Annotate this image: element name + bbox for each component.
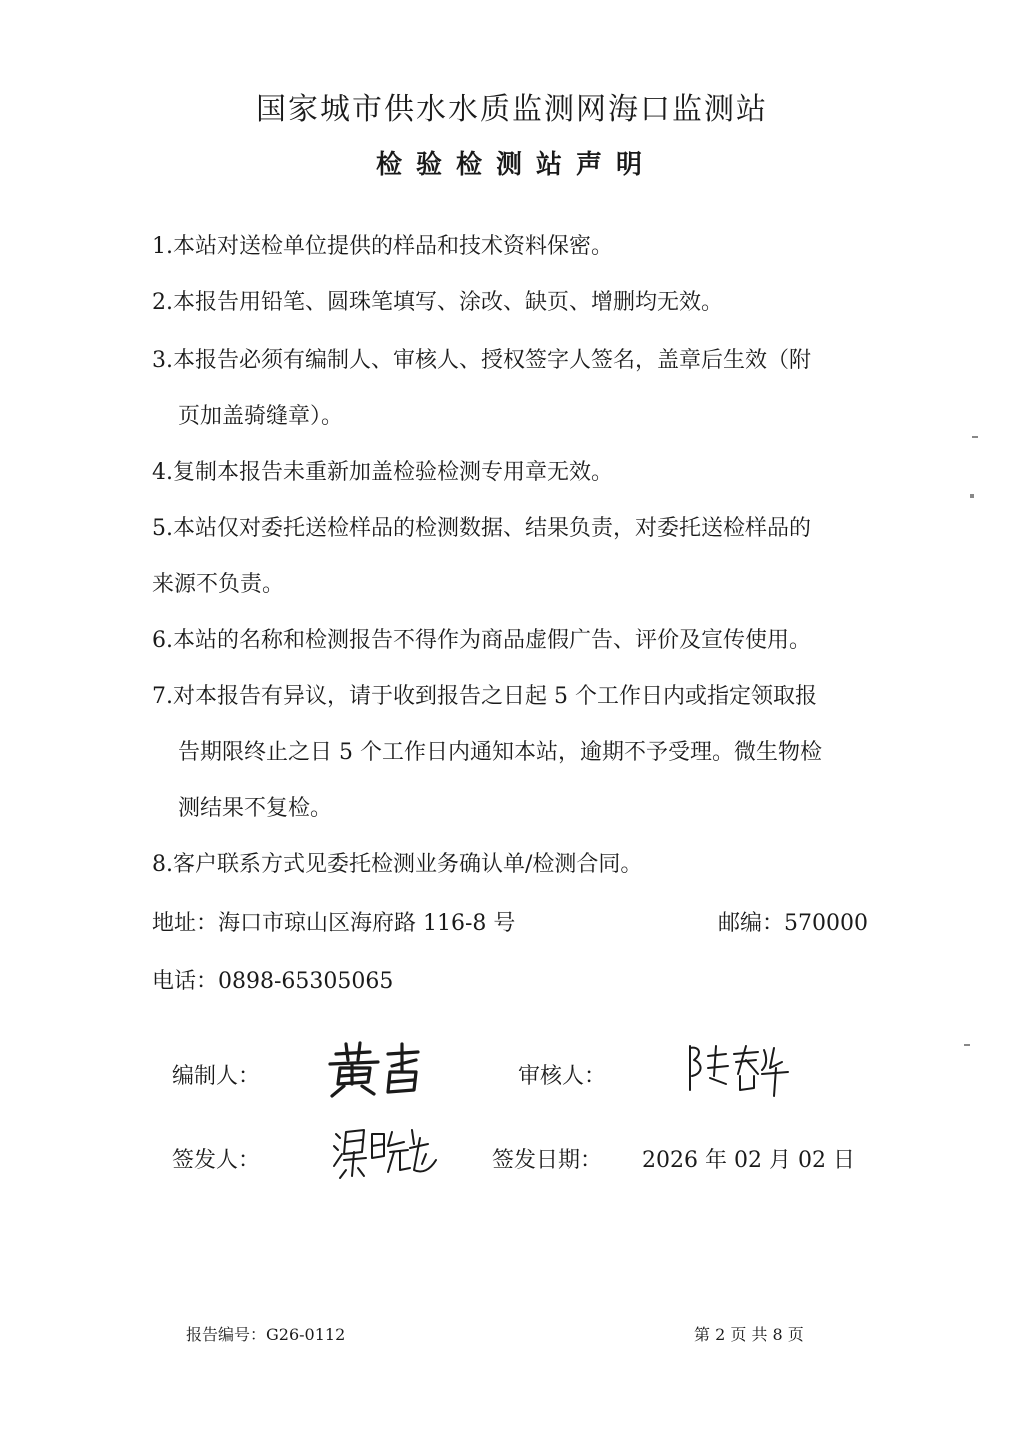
statement-5-line-2: 来源不负责。	[152, 572, 285, 597]
issuer-label: 签发人：	[172, 1148, 261, 1173]
statement-7-line-1: 7.对本报告有异议，请于收到报告之日起 5 个工作日内或指定领取报	[152, 684, 817, 709]
statement-3-line-2: 页加盖骑缝章）。	[178, 404, 344, 429]
issue-date: 2026 年 02 月 02 日	[642, 1148, 855, 1173]
reviewer-label: 审核人：	[518, 1064, 607, 1089]
scan-mark	[964, 1044, 970, 1046]
preparer-label: 编制人：	[172, 1064, 261, 1089]
reviewer-signature	[682, 1040, 792, 1100]
scan-mark	[972, 436, 978, 438]
statement-6: 6.本站的名称和检测报告不得作为商品虚假广告、评价及宣传使用。	[152, 628, 811, 653]
statement-7-line-3: 测结果不复检。	[178, 796, 333, 821]
postcode: 邮编：570000	[718, 911, 868, 936]
statement-7-line-2: 告期限终止之日 5 个工作日内通知本站，逾期不予受理。微生物检	[178, 740, 822, 765]
report-number: 报告编号：G26-0112	[186, 1325, 346, 1344]
statement-3-line-1: 3.本报告必须有编制人、审核人、授权签字人签名，盖章后生效（附	[152, 348, 811, 373]
issuer-signature	[330, 1124, 440, 1182]
document-title: 国家城市供水水质监测网海口监测站	[256, 92, 768, 127]
address: 地址：海口市琼山区海府路 116-8 号	[152, 911, 516, 936]
statement-2: 2.本报告用铅笔、圆珠笔填写、涂改、缺页、增删均无效。	[152, 290, 723, 315]
address-row	[152, 906, 868, 937]
document-subtitle: 检验检测站声明	[375, 150, 656, 180]
phone: 电话：0898-65305065	[152, 969, 394, 994]
phone-row	[152, 964, 868, 995]
issue-date-label: 签发日期：	[492, 1148, 603, 1173]
scan-mark	[970, 494, 974, 498]
page-info: 第 2 页 共 8 页	[694, 1325, 804, 1344]
statement-5-line-1: 5.本站仅对委托送检样品的检测数据、结果负责，对委托送检样品的	[152, 516, 811, 541]
preparer-signature	[322, 1040, 432, 1100]
statement-4: 4.复制本报告未重新加盖检验检测专用章无效。	[152, 460, 613, 485]
statement-1: 1.本站对送检单位提供的样品和技术资料保密。	[152, 234, 613, 259]
statement-8: 8.客户联系方式见委托检测业务确认单/检测合同。	[152, 852, 643, 877]
